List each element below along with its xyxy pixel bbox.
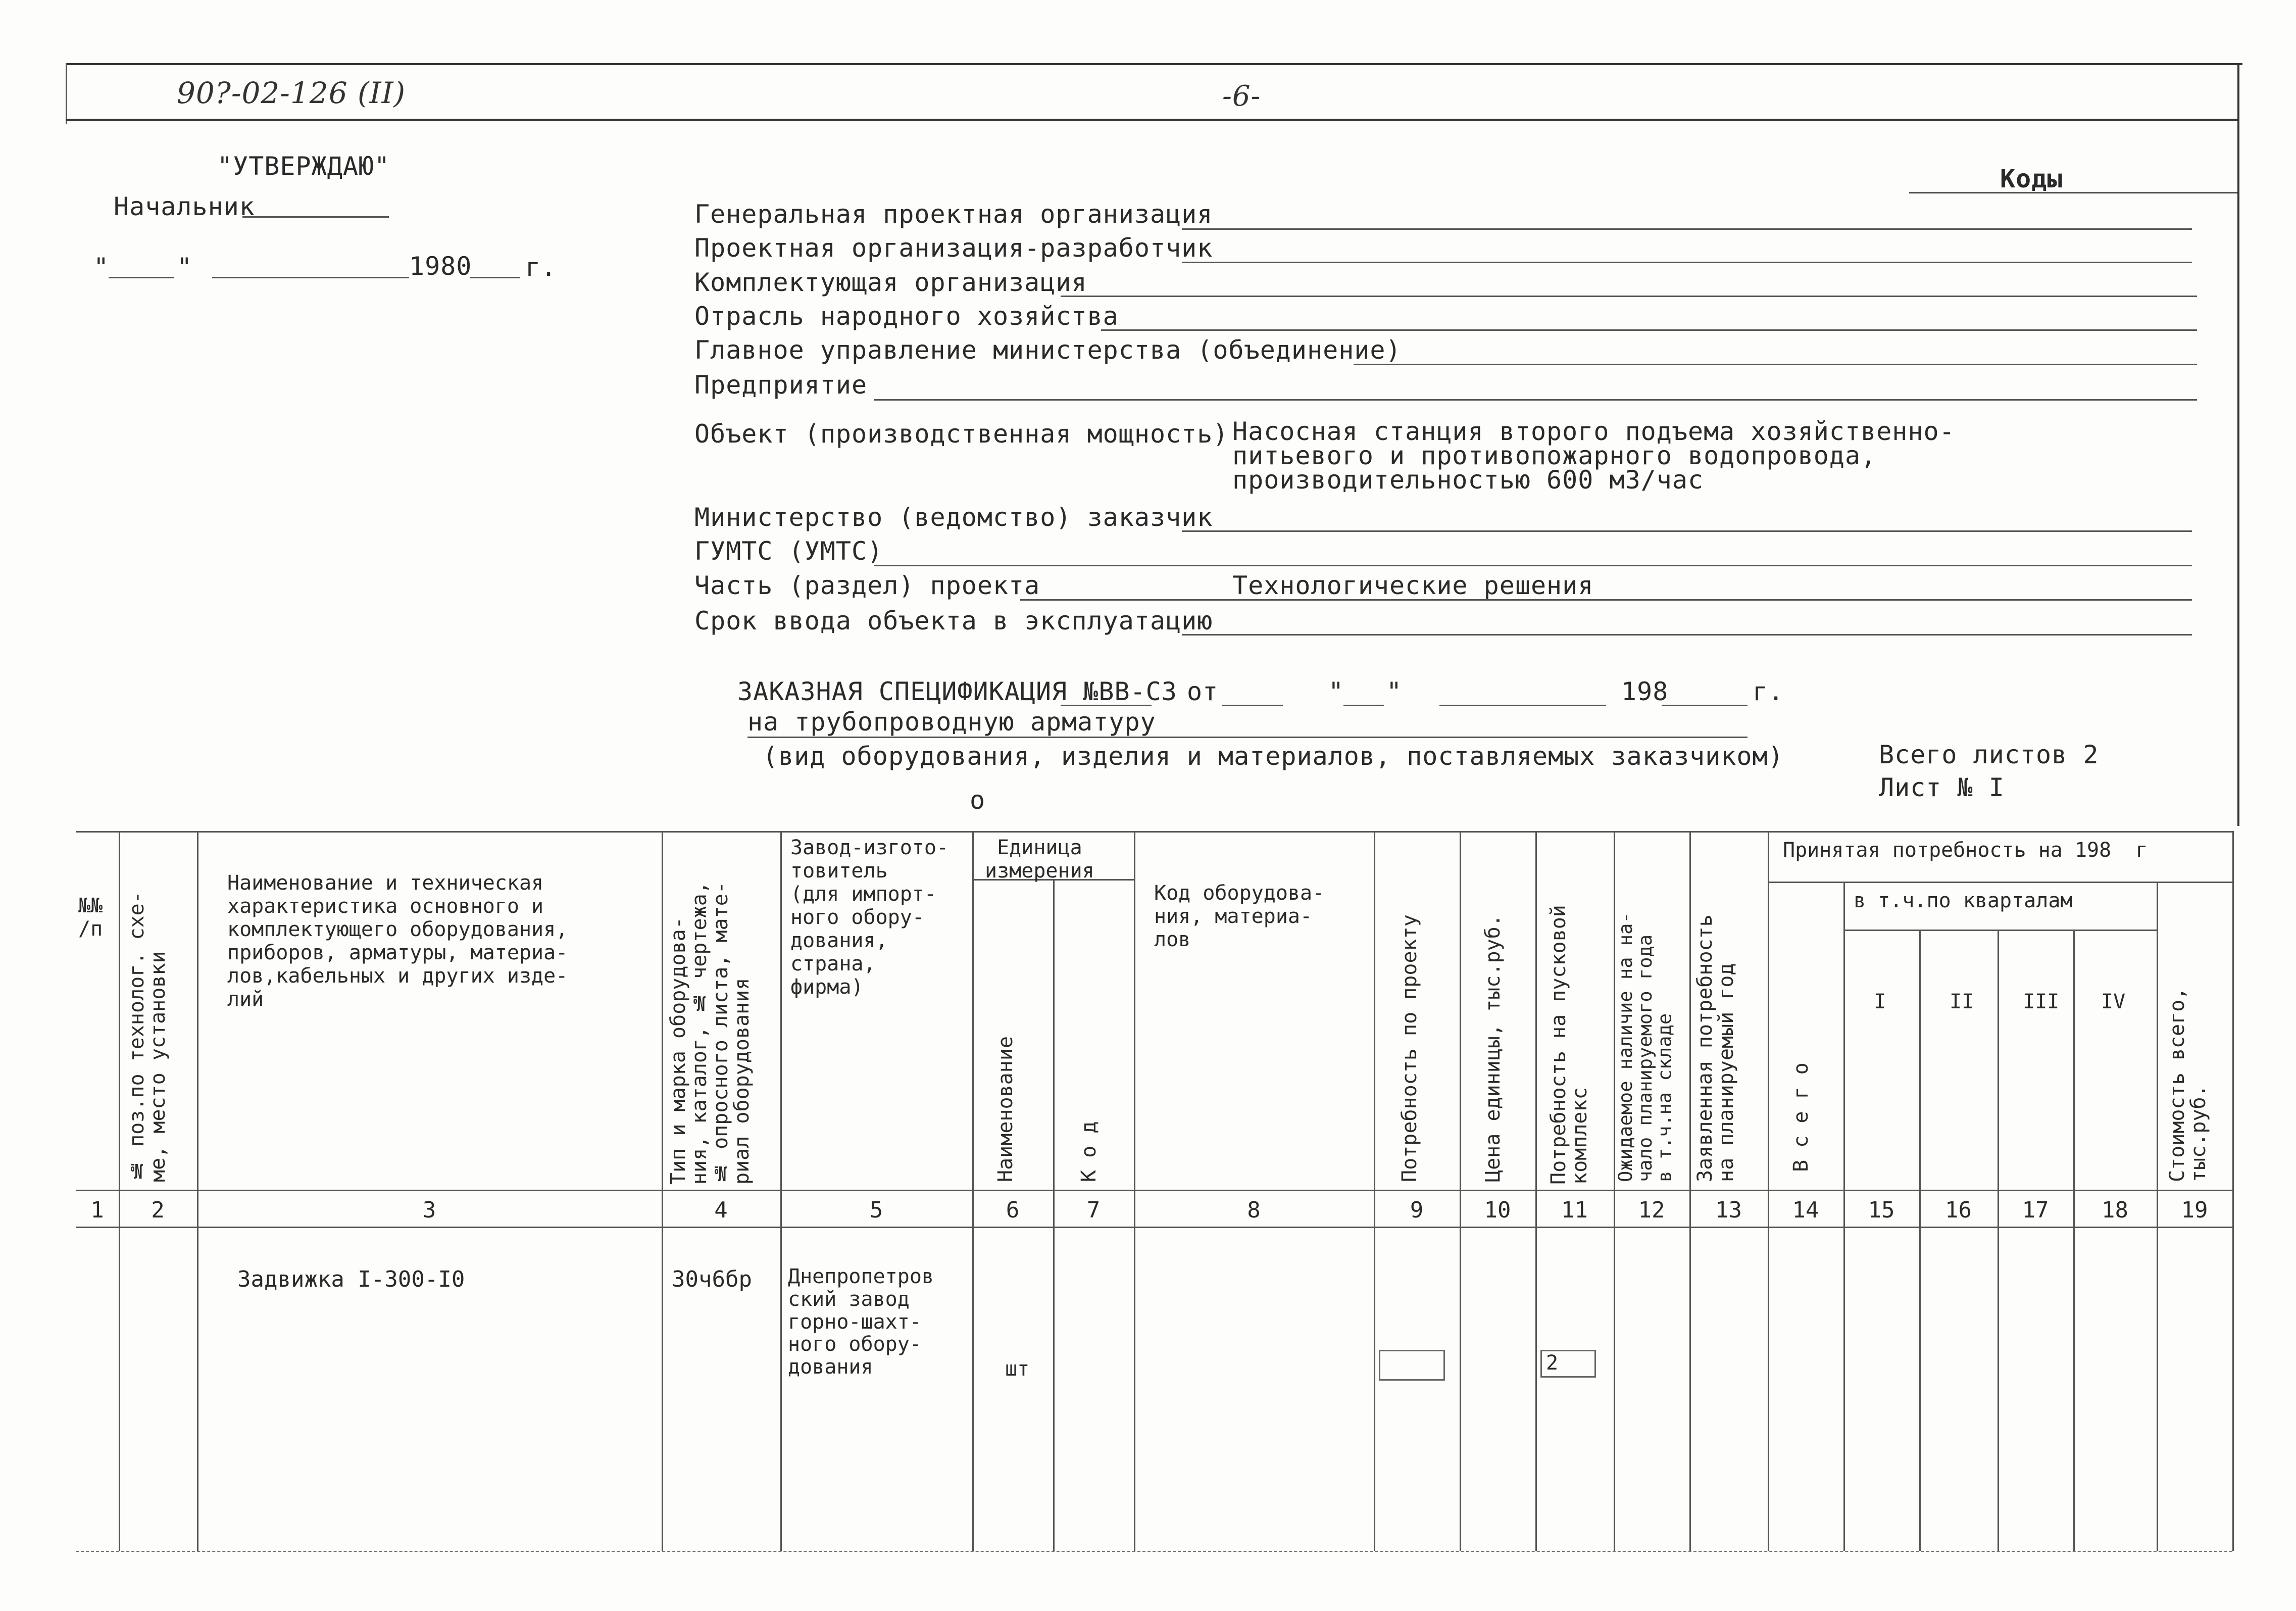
table-bottom-line <box>76 1551 2232 1552</box>
field-label-customer-ministry: Министерство (ведомство) заказчик <box>694 503 1213 532</box>
hdr-total-cost: Стоимость всего, тыс.руб. <box>2166 987 2210 1182</box>
col-number: 13 <box>1715 1197 1742 1223</box>
field-line-commissioning <box>1182 634 2192 636</box>
col-number: 10 <box>1484 1197 1511 1223</box>
col-number: 3 <box>422 1197 436 1223</box>
hdr-quarter-2: II <box>1950 990 1974 1013</box>
approval-year-suffix: г. <box>525 253 557 282</box>
field-line-economy-branch <box>1101 329 2197 331</box>
hdr-quarter-3: III <box>2023 990 2060 1013</box>
approval-signature-line <box>242 216 389 218</box>
hdr-row-number: №№ /п <box>78 894 103 941</box>
col-line-2 <box>197 831 198 1551</box>
col-number: 19 <box>2181 1197 2208 1223</box>
field-label-general-org: Генеральная проектная организация <box>694 200 1213 229</box>
date-close-quote: " <box>177 253 193 282</box>
table-top-line <box>76 831 2232 833</box>
top-left-border <box>66 63 67 124</box>
top-border <box>66 63 2242 65</box>
col-line-1 <box>119 831 120 1551</box>
spec-quote-close: " <box>1386 677 1403 706</box>
field-line-enterprise <box>874 399 2197 401</box>
col-line-17 <box>2073 930 2075 1551</box>
hdr-startup-need: Потребность на пусковой комплекс <box>1547 905 1591 1185</box>
row-item-name: Задвижка I-300-I0 <box>237 1266 465 1292</box>
col-line-7 <box>1134 831 1135 1551</box>
col-number: 17 <box>2022 1197 2049 1223</box>
hdr-project-need: Потребность по проекту <box>1398 914 1421 1182</box>
col-line-3 <box>662 831 663 1551</box>
field-value-project-part: Технологические решения <box>1232 571 1594 600</box>
row-startup-need-box <box>1540 1350 1596 1378</box>
month-line <box>212 277 409 278</box>
hdr-manufacturer: Завод-изгото- товитель (для импорт- ного обору- дования, страна, фирма) <box>790 836 949 999</box>
strip-bottom-line <box>66 119 2237 121</box>
spec-from: от <box>1187 677 1219 706</box>
numbers-bottom-line <box>76 1227 2232 1228</box>
col-number: 15 <box>1868 1197 1895 1223</box>
field-line-project-part <box>1020 599 2192 601</box>
sheet-number: Лист № I <box>1879 773 2005 802</box>
hdr-unit-code: К о д <box>1077 1121 1101 1182</box>
approval-title: "УТВЕРЖДАЮ" <box>217 152 390 181</box>
col-line-10 <box>1535 831 1537 1551</box>
year-line <box>470 277 520 278</box>
hdr-quarter-4: IV <box>2101 990 2126 1013</box>
col-number: 4 <box>714 1197 728 1223</box>
field-label-enterprise: Предприятие <box>694 370 868 400</box>
col-line-16 <box>1998 930 1999 1551</box>
field-label-commissioning: Срок ввода объекта в эксплуатацию <box>694 606 1213 636</box>
day-line <box>109 277 174 278</box>
field-label-gumts: ГУМТС (УМТС) <box>694 536 883 566</box>
field-label-economy-branch: Отрасль народного хозяйства <box>694 302 1119 331</box>
field-label-project-part: Часть (раздел) проекта <box>694 571 1040 600</box>
spec-year-suffix: г. <box>1753 677 1784 706</box>
object-label: Объект (производственная мощность) <box>694 419 1229 449</box>
col-line-13 <box>1768 831 1769 1551</box>
page-number: -6- <box>1222 80 1261 113</box>
field-line-general-org <box>1182 228 2192 230</box>
spec-subject: на трубопроводную арматуру <box>747 707 1156 737</box>
sheets-total: Всего листов 2 <box>1879 740 2099 769</box>
col-number: 14 <box>1792 1197 1819 1223</box>
hdr-name-characteristics: Наименование и техническая характеристика основного и комплектующего оборудования, приборов, арматуры, материа- лов,кабельных и других изде- лий <box>227 871 568 1011</box>
col-number: 18 <box>2102 1197 2128 1223</box>
approval-year: 1980 <box>409 252 472 281</box>
codes-underline <box>1909 192 2237 193</box>
row-item-type: 30ч6бр <box>672 1266 752 1292</box>
spec-number-line <box>1061 705 1152 706</box>
col-number: 5 <box>869 1197 883 1223</box>
hdr-quarter-1: I <box>1874 990 1886 1013</box>
col-line-4 <box>780 831 782 1551</box>
col-number: 7 <box>1086 1197 1101 1223</box>
date-open-quote: " <box>93 253 110 282</box>
field-label-design-org: Проектная организация-разработчик <box>694 233 1213 263</box>
approval-position: Начальник <box>114 192 255 221</box>
hdr-unit-price: Цена единицы, тыс.руб. <box>1481 914 1505 1182</box>
hdr-equipment-code: Код оборудова- ния, материа- лов <box>1154 882 1325 951</box>
field-line-completing-org <box>1061 296 2197 297</box>
mark-circle: о <box>970 786 986 815</box>
right-border <box>2237 63 2239 826</box>
hdr-unit: Единица измерения <box>985 836 1094 883</box>
col-line-15 <box>1919 930 1921 1551</box>
hdr-declared-need: Заявленная потребность на планируемый год <box>1693 914 1738 1182</box>
col-number: 6 <box>1006 1197 1020 1223</box>
row-item-unit: шт <box>1005 1357 1030 1381</box>
col-line-9 <box>1460 831 1461 1551</box>
col-line-12 <box>1689 831 1691 1551</box>
field-line-customer-ministry <box>1182 530 2192 532</box>
hdr-quarters: в т.ч.по кварталам <box>1854 889 2073 912</box>
field-label-completing-org: Комплектующая организация <box>694 268 1087 297</box>
quarters-divider-line <box>1843 930 2157 931</box>
row-startup-need-value: 2 <box>1546 1351 1559 1375</box>
row-item-manufacturer: Днепропетров ский завод горно-шахт- ного обору- дования <box>788 1265 934 1379</box>
object-value <box>1232 417 1955 495</box>
spec-day-line <box>1343 705 1384 706</box>
spec-title: ЗАКАЗНАЯ СПЕЦИФИКАЦИЯ №ВВ-С3 <box>737 677 1177 706</box>
field-label-ministry-dept: Главное управление министерства (объединение) <box>694 335 1402 365</box>
hdr-type-brand: Тип и марка оборудова- ния, каталог, № чертежа, № опросного листа, мате- риал оборудования <box>667 882 754 1185</box>
field-line-gumts <box>874 565 2192 566</box>
col-line-5 <box>972 831 974 1551</box>
col-number: 16 <box>1945 1197 1972 1223</box>
row-project-need-box <box>1379 1350 1445 1381</box>
codes-label: Коды <box>2000 164 2063 193</box>
hdr-total: В с е г о <box>1789 1062 1813 1172</box>
accepted-divider-line <box>1768 882 2232 883</box>
col-number: 8 <box>1247 1197 1261 1223</box>
spec-month-line <box>1439 705 1606 706</box>
hdr-accepted-need: Принятая потребность на 198 г <box>1783 839 2148 862</box>
spec-subject-note: (вид оборудования, изделия и материалов, поставляемых заказчиком) <box>763 742 1784 771</box>
spec-year-line <box>1662 705 1748 706</box>
object-line-1: Насосная станция второго подъема хозяйственно- <box>1232 417 1955 446</box>
col-number: 11 <box>1561 1197 1588 1223</box>
col-line-8 <box>1374 831 1375 1551</box>
col-line-19 <box>2232 831 2234 1551</box>
hdr-expected-stock: Ожидаемое наличие на на- чало планируемого года в т.ч.на складе <box>1615 912 1676 1182</box>
doc-code: 90?-02-126 (II) <box>177 76 406 110</box>
object-line-2: питьевого и противопожарного водопровода, <box>1232 441 1877 470</box>
spec-quote-open: " <box>1328 677 1344 706</box>
object-line-3: производительностью 600 м3/час <box>1232 465 1704 495</box>
field-line-design-org <box>1182 262 2192 263</box>
col-number: 9 <box>1410 1197 1424 1223</box>
hdr-unit-name: Наименование <box>994 1036 1017 1182</box>
col-number: 2 <box>151 1197 165 1223</box>
spec-from-line <box>1222 705 1283 706</box>
col-number: 12 <box>1638 1197 1665 1223</box>
spec-year: 198 <box>1621 677 1669 706</box>
field-line-ministry-dept <box>1354 364 2197 365</box>
col-number: 1 <box>90 1197 104 1223</box>
header-bottom-line <box>76 1190 2232 1191</box>
spec-subject-line <box>747 737 1748 738</box>
hdr-position: № поз.по технолог. схе- ме, место установки <box>125 891 170 1182</box>
